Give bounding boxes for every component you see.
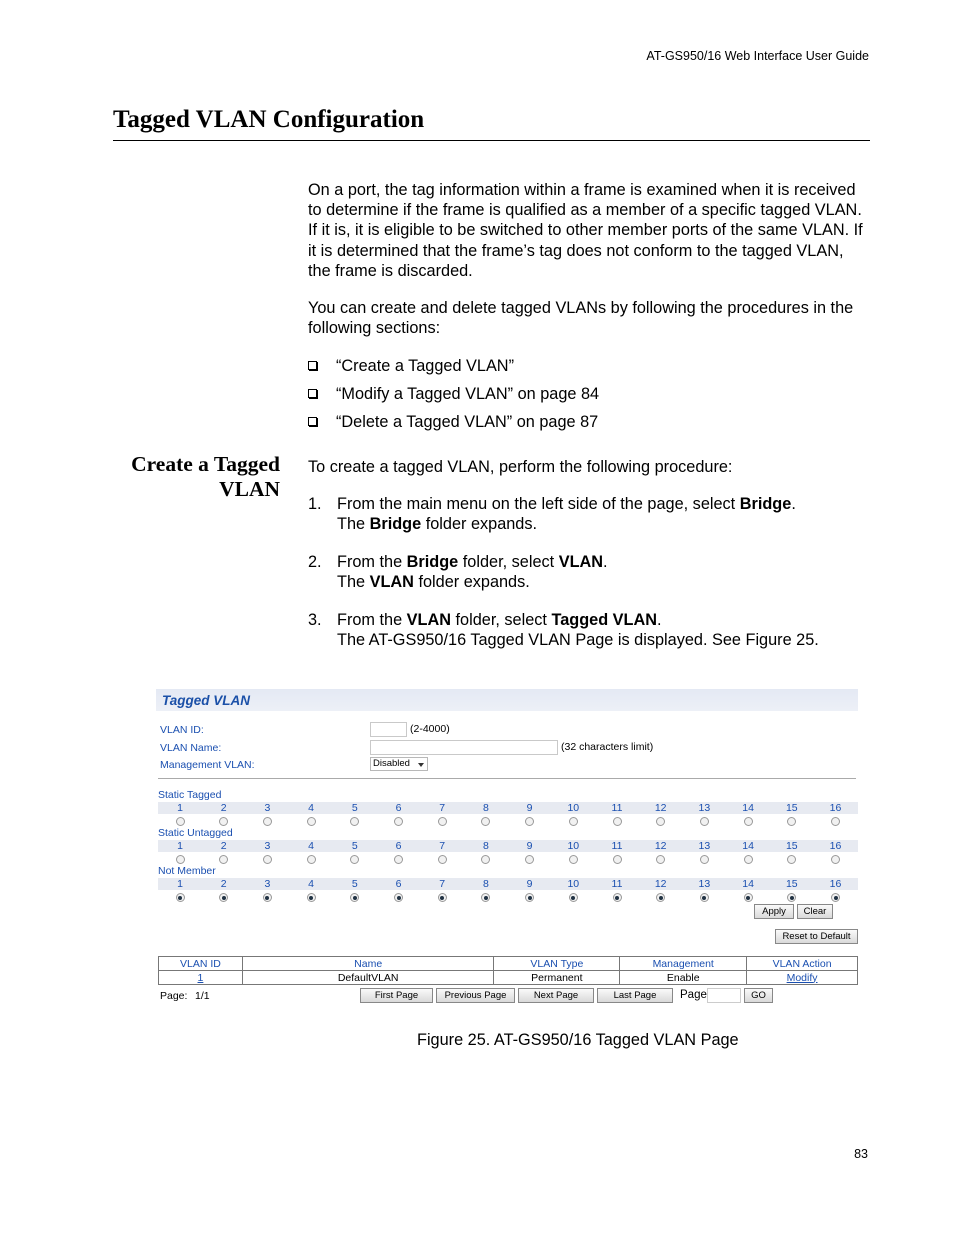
port-number: 4	[308, 802, 315, 814]
page-goto-label: Page	[680, 989, 707, 1001]
port-number: 16	[829, 802, 842, 814]
step-instruction: From the VLAN folder, select Tagged VLAN.	[337, 611, 662, 629]
port-number: 7	[439, 840, 446, 852]
port-membership-radio[interactable]	[656, 893, 665, 902]
step-instruction: From the main menu on the left side of the page, select Bridge.	[337, 495, 796, 513]
port-number: 14	[742, 840, 754, 852]
subsection-heading	[100, 452, 280, 502]
port-number: 5	[351, 840, 358, 852]
port-membership-radio[interactable]	[176, 893, 185, 902]
vlan-id-hint: (2-4000)	[410, 723, 450, 735]
port-group-label: Static Tagged	[158, 789, 222, 801]
port-membership-radio[interactable]	[394, 817, 403, 826]
port-membership-radio[interactable]	[350, 855, 359, 864]
port-membership-radio[interactable]	[613, 817, 622, 826]
port-group-label: Static Untagged	[158, 827, 233, 839]
port-membership-radio[interactable]	[481, 855, 490, 864]
port-number: 1	[177, 878, 183, 890]
port-membership-radio[interactable]	[263, 817, 272, 826]
running-header: AT-GS950/16 Web Interface User Guide	[646, 49, 869, 63]
port-number: 11	[611, 840, 623, 852]
last-page-button[interactable]: Last Page	[597, 988, 673, 1003]
port-number: 4	[308, 840, 315, 852]
vlan-name-cell: DefaultVLAN	[242, 971, 494, 985]
port-membership-radio[interactable]	[307, 817, 316, 826]
vlan-table	[158, 956, 858, 985]
port-membership-radio[interactable]	[350, 893, 359, 902]
port-membership-radio[interactable]	[481, 893, 490, 902]
vlan-type-cell: Permanent	[494, 971, 620, 985]
step-result: The AT-GS950/16 Tagged VLAN Page is displayed. See Figure 25.	[337, 631, 819, 650]
clear-button[interactable]: Clear	[797, 904, 833, 919]
port-membership-radio[interactable]	[438, 893, 447, 902]
port-number: 15	[785, 878, 798, 890]
port-number: 2	[220, 802, 227, 814]
procedure-intro: To create a tagged VLAN, perform the following procedure:	[308, 458, 733, 476]
port-membership-radio[interactable]	[656, 817, 665, 826]
port-number: 10	[567, 802, 580, 814]
port-membership-radio[interactable]	[219, 893, 228, 902]
port-membership-radio[interactable]	[831, 855, 840, 864]
port-membership-radio[interactable]	[787, 817, 796, 826]
checkbox-bullet-icon	[308, 417, 317, 426]
port-group-label: Not Member	[158, 865, 216, 877]
port-number: 13	[698, 840, 711, 852]
port-number: 9	[526, 840, 533, 852]
port-membership-radio[interactable]	[525, 855, 534, 864]
port-number: 7	[439, 878, 446, 890]
vlan-id-label: VLAN ID:	[160, 724, 204, 736]
port-membership-radio[interactable]	[831, 893, 840, 902]
port-number: 14	[742, 802, 754, 814]
bullet-text: “Modify a Tagged VLAN” on page 84	[336, 385, 600, 403]
port-membership-radio[interactable]	[219, 817, 228, 826]
port-membership-radio[interactable]	[569, 893, 578, 902]
port-number: 12	[654, 878, 667, 890]
figure-page-title: Tagged VLAN	[162, 693, 251, 708]
paragraph-1: On a port, the tag information within a frame is examined when it is received to determine if the frame is qualified as a member of a specific tagged VLAN. If it is, it is eligible to be switched to other member ports of the same VLAN. If it is determined that the frame’s tag does not conform to the tagged VLAN, the frame is discarded.	[308, 181, 863, 280]
step-number: 1.	[308, 495, 322, 513]
port-membership-radio[interactable]	[744, 817, 753, 826]
port-membership-radio[interactable]	[569, 817, 578, 826]
page-label: Page:	[160, 990, 188, 1002]
vlan-id-cell	[159, 971, 243, 985]
previous-page-button[interactable]: Previous Page	[436, 988, 515, 1003]
form-separator	[158, 778, 856, 779]
bullet-item	[308, 412, 599, 440]
port-number: 9	[526, 878, 533, 890]
port-membership-radio[interactable]	[613, 855, 622, 864]
port-membership-radio[interactable]	[394, 893, 403, 902]
management-cell: Enable	[620, 971, 747, 985]
port-number: 15	[785, 840, 798, 852]
port-number: 5	[351, 802, 358, 814]
port-number: 7	[439, 802, 446, 814]
port-number: 1	[177, 840, 183, 852]
step-result: The Bridge folder expands.	[337, 515, 538, 534]
subsection-heading-line1: Create a Tagged	[131, 452, 280, 476]
port-number: 16	[829, 840, 842, 852]
table-row	[159, 971, 858, 985]
procedure-step	[308, 552, 870, 593]
vlan-name-label: VLAN Name:	[160, 742, 222, 754]
vlan-action-cell	[747, 971, 858, 985]
figure-caption: Figure 25. AT-GS950/16 Tagged VLAN Page	[417, 1031, 739, 1049]
port-membership-radio[interactable]	[263, 893, 272, 902]
bullet-list	[308, 356, 599, 440]
go-button[interactable]: GO	[744, 988, 773, 1003]
checkbox-bullet-icon	[308, 389, 317, 398]
port-number: 6	[395, 840, 402, 852]
paragraph-2: You can create and delete tagged VLANs by following the procedures in the following sections:	[308, 299, 854, 338]
port-membership-radio[interactable]	[700, 817, 709, 826]
page-title: Tagged VLAN Configuration	[113, 106, 425, 133]
chevron-down-icon	[418, 763, 424, 767]
port-membership-radio[interactable]	[176, 855, 185, 864]
port-membership-radio[interactable]	[613, 893, 622, 902]
first-page-button[interactable]: First Page	[360, 988, 433, 1003]
column-header: VLAN Type	[494, 957, 620, 971]
port-number: 8	[482, 802, 489, 814]
port-number: 2	[220, 840, 227, 852]
port-membership-radio[interactable]	[744, 855, 753, 864]
port-membership-radio[interactable]	[263, 855, 272, 864]
port-number: 13	[698, 878, 711, 890]
column-header: Name	[242, 957, 494, 971]
page-number: 83	[854, 1147, 868, 1161]
port-membership-radio[interactable]	[700, 855, 709, 864]
port-number: 12	[654, 802, 667, 814]
subsection-heading-line2: VLAN	[219, 477, 280, 501]
modify-link[interactable]: Modify	[786, 971, 818, 984]
page-value: 1/1	[195, 990, 210, 1002]
page-goto-input[interactable]	[707, 988, 741, 1003]
title-rule	[113, 140, 870, 141]
port-number: 10	[567, 878, 580, 890]
port-number: 12	[654, 840, 667, 852]
port-membership-radio[interactable]	[787, 893, 796, 902]
management-vlan-label: Management VLAN:	[160, 759, 255, 771]
bullet-item	[308, 356, 599, 384]
table-header-row	[159, 957, 858, 971]
port-number: 6	[395, 878, 402, 890]
port-number: 4	[308, 878, 315, 890]
port-number: 15	[785, 802, 798, 814]
column-header: Management	[620, 957, 747, 971]
port-membership-radio[interactable]	[438, 817, 447, 826]
port-number: 3	[264, 802, 271, 814]
figure-title-bar	[156, 689, 858, 711]
next-page-button[interactable]: Next Page	[518, 988, 594, 1003]
step-result: The VLAN folder expands.	[337, 573, 530, 592]
column-header: VLAN Action	[747, 957, 858, 971]
port-membership-radio[interactable]	[219, 855, 228, 864]
bullet-text: “Create a Tagged VLAN”	[336, 357, 514, 375]
port-number: 5	[351, 878, 358, 890]
port-number: 8	[482, 840, 489, 852]
port-membership-radio[interactable]	[525, 817, 534, 826]
port-membership-radio[interactable]	[481, 817, 490, 826]
apply-button[interactable]: Apply	[754, 904, 794, 919]
procedure-step	[308, 610, 870, 651]
port-membership-radio[interactable]	[176, 817, 185, 826]
port-number: 3	[264, 840, 271, 852]
reset-to-default-button[interactable]: Reset to Default	[775, 929, 858, 944]
port-membership-radio[interactable]	[656, 855, 665, 864]
port-number: 9	[526, 802, 533, 814]
procedure-step	[308, 494, 870, 535]
bullet-item	[308, 384, 599, 412]
port-number: 8	[482, 878, 489, 890]
vlan-name-hint: (32 characters limit)	[561, 741, 654, 753]
port-number: 14	[742, 878, 754, 890]
step-number: 2.	[308, 553, 322, 571]
vlan-id-link[interactable]: 1	[197, 971, 204, 984]
port-membership-radio[interactable]	[787, 855, 796, 864]
port-number: 11	[611, 802, 623, 814]
checkbox-bullet-icon	[308, 361, 317, 370]
vlan-id-input[interactable]	[370, 722, 407, 737]
port-number: 2	[220, 878, 227, 890]
step-number: 3.	[308, 611, 322, 629]
vlan-name-input[interactable]	[370, 740, 558, 755]
port-number: 10	[567, 840, 580, 852]
port-number: 1	[177, 802, 183, 814]
tagged-vlan-screenshot	[152, 686, 862, 1006]
port-number: 6	[395, 802, 402, 814]
port-membership-radio[interactable]	[307, 893, 316, 902]
port-membership-radio[interactable]	[350, 817, 359, 826]
bullet-text: “Delete a Tagged VLAN” on page 87	[336, 413, 599, 431]
column-header: VLAN ID	[159, 957, 243, 971]
port-number: 13	[698, 802, 711, 814]
port-membership-radio[interactable]	[525, 893, 534, 902]
port-number: 11	[611, 878, 623, 890]
port-membership-radio[interactable]	[831, 817, 840, 826]
port-membership-radio[interactable]	[438, 855, 447, 864]
port-membership-radio[interactable]	[700, 893, 709, 902]
step-instruction: From the Bridge folder, select VLAN.	[337, 553, 608, 571]
port-membership-radio[interactable]	[569, 855, 578, 864]
port-number: 3	[264, 878, 271, 890]
management-vlan-value: Disabled	[373, 758, 410, 769]
port-membership-radio[interactable]	[307, 855, 316, 864]
management-vlan-select[interactable]	[370, 757, 428, 771]
port-membership-radio[interactable]	[744, 893, 753, 902]
port-number: 16	[829, 878, 842, 890]
port-membership-radio[interactable]	[394, 855, 403, 864]
